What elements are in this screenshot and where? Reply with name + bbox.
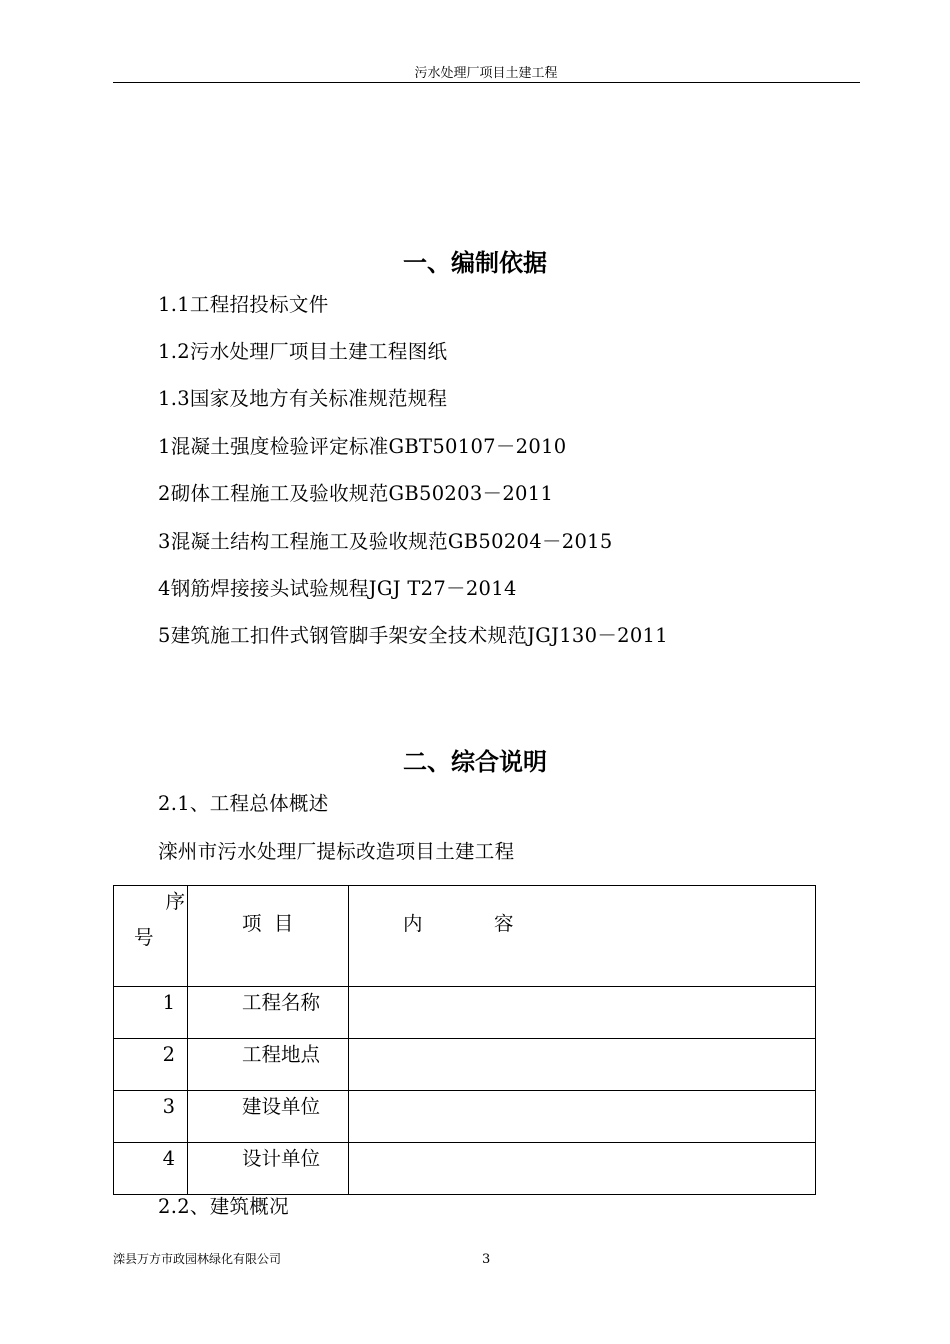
- footer-company: 滦县万方市政园林绿化有限公司: [113, 1252, 282, 1266]
- basis-item: 1.2污水处理厂项目土建工程图纸: [158, 340, 448, 363]
- row-content-cell: [349, 1091, 816, 1143]
- section-title-basis: 一、编制依据: [403, 249, 547, 277]
- header-cell-content: [349, 886, 816, 987]
- table-header-row: [114, 886, 816, 987]
- basis-item: 1.1工程招投标文件: [158, 293, 329, 316]
- row-item-label: 工程名称: [242, 991, 321, 1014]
- header-no-line2: 号: [134, 926, 154, 949]
- table-row: [114, 987, 816, 1039]
- page-header: 污水处理厂项目土建工程: [414, 66, 558, 81]
- row-item-cell: [188, 1039, 349, 1091]
- basis-item: 1.3国家及地方有关标准规范规程: [158, 387, 448, 410]
- project-name: 滦州市污水处理厂提标改造项目土建工程: [158, 840, 515, 863]
- basis-item: 5建筑施工扣件式钢管脚手架安全技术规范JGJ130－2011: [158, 624, 668, 647]
- row-no-cell: [114, 1091, 188, 1143]
- table-row: [114, 1091, 816, 1143]
- table-row: [114, 1143, 816, 1195]
- row-content-cell: [349, 1039, 816, 1091]
- row-no-cell: [114, 1143, 188, 1195]
- basis-item: 3混凝土结构工程施工及验收规范GB50204－2015: [158, 530, 613, 553]
- section-title-overview: 二、综合说明: [403, 748, 547, 776]
- row-number: 2: [162, 1043, 175, 1066]
- header-cell-no: [114, 886, 188, 987]
- row-number: 3: [162, 1095, 175, 1118]
- row-item-label: 设计单位: [242, 1147, 321, 1170]
- row-content-cell: [349, 1143, 816, 1195]
- basis-item: 1混凝土强度检验评定标准GBT50107－2010: [158, 435, 567, 458]
- project-info-table: [113, 885, 816, 1195]
- header-no-line1: 序: [165, 890, 185, 913]
- row-no-cell: [114, 987, 188, 1039]
- row-item-label: 建设单位: [242, 1095, 321, 1118]
- subsection-heading: 2.1、工程总体概述: [158, 792, 329, 815]
- basis-item: 2砌体工程施工及验收规范GB50203－2011: [158, 482, 554, 505]
- header-content-label-b: 容: [494, 912, 514, 935]
- page-number: 3: [482, 1252, 491, 1267]
- row-no-cell: [114, 1039, 188, 1091]
- basis-item: 4钢筋焊接接头试验规程JGJ T27－2014: [158, 577, 517, 600]
- row-number: 1: [162, 991, 175, 1014]
- header-rule: [113, 82, 860, 83]
- row-item-cell: [188, 1091, 349, 1143]
- row-content-cell: [349, 987, 816, 1039]
- header-item-label: 项 目: [242, 912, 294, 935]
- subsection-heading: 2.2、建筑概况: [158, 1195, 289, 1218]
- header-cell-item: [188, 886, 349, 987]
- row-number: 4: [162, 1147, 175, 1170]
- row-item-cell: [188, 987, 349, 1039]
- row-item-cell: [188, 1143, 349, 1195]
- row-item-label: 工程地点: [242, 1043, 321, 1066]
- header-content-label-a: 内: [403, 912, 423, 935]
- table-row: [114, 1039, 816, 1091]
